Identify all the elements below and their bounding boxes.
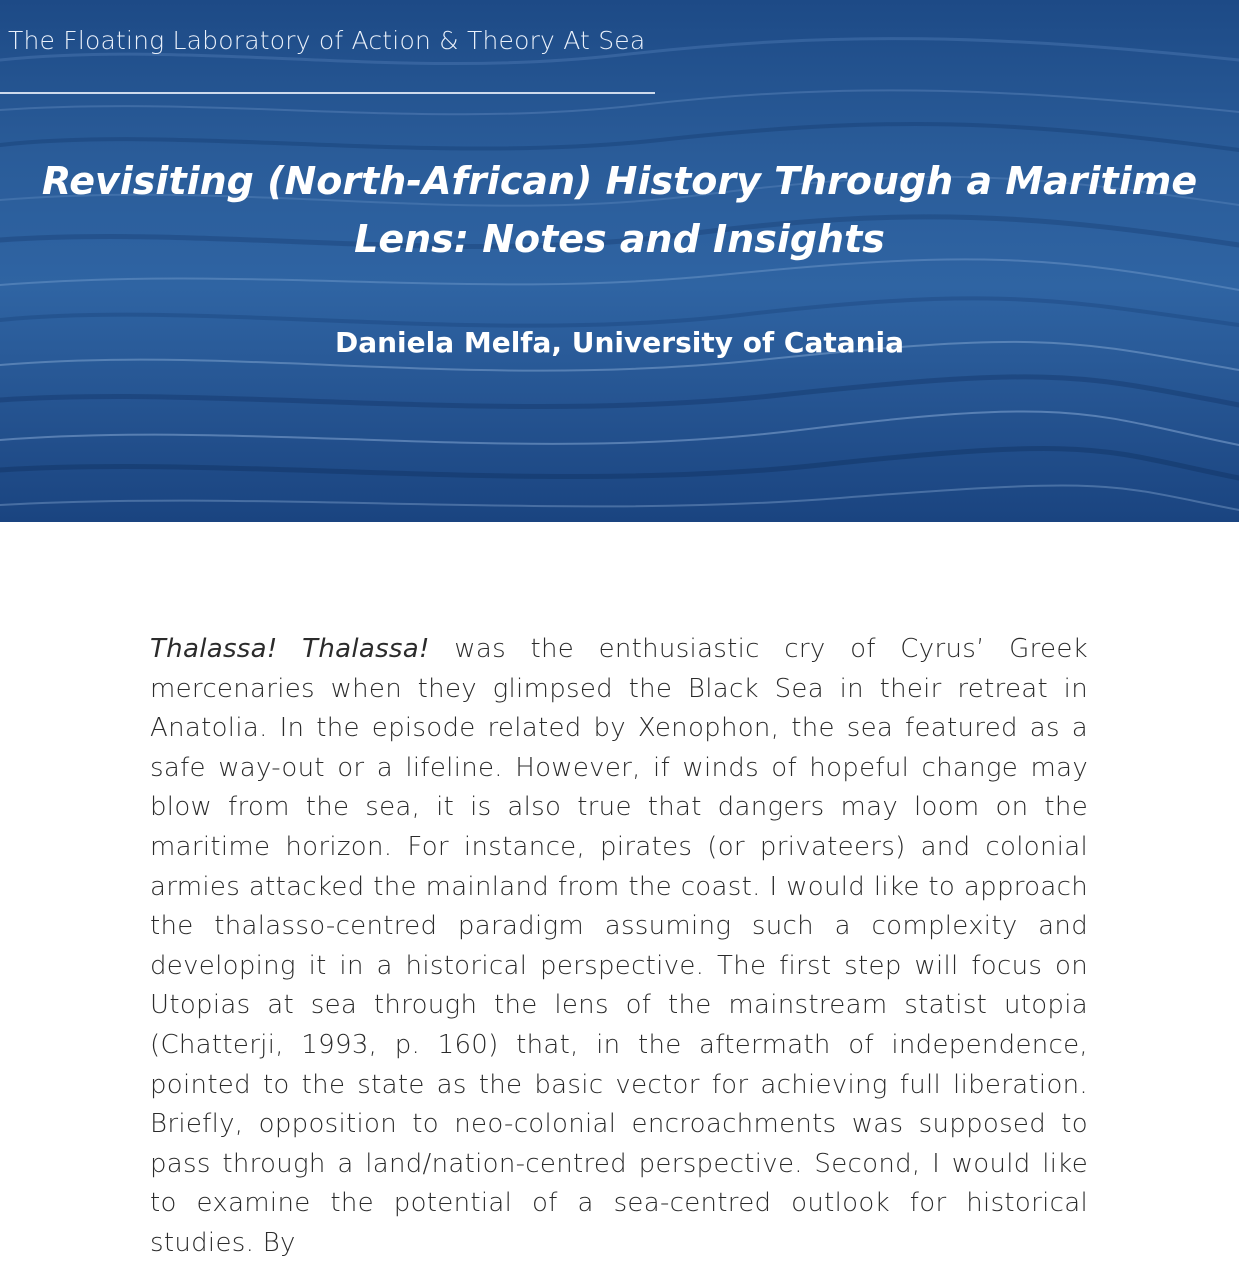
site-title[interactable]: The Floating Laboratory of Action & Theory At Sea — [8, 26, 646, 55]
article-title: Revisiting (North-African) History Through a Maritime Lens: Notes and Insights — [41, 159, 1198, 261]
intro-emphasis: Thalassa! Thalassa! — [150, 634, 430, 664]
title-divider — [0, 92, 655, 94]
article-body-paragraph — [150, 630, 1088, 1264]
article-author: Daniela Melfa, University of Catania — [334, 326, 905, 359]
intro-body-text: was the enthusiastic cry of Cyrus’ Greek mercenaries when they glimpsed the Black Sea in their retreat in Anatolia. In the episode related by Xenophon, the sea featured as a safe way-out or a lifeline. However, if winds of hopeful change may blow from the sea, it is also true that dangers may loom on the maritime horizon. For instance, pirates (or privateers) and colonial armies attacked the mainland from the coast. I would like to approach the thalasso-centred paradigm assuming such a complexity and developing it in a historical perspective. The first step will focus on Utopias at sea through the lens of the mainstream statist utopia (Chatterji, 1993, p. 160) that, in the aftermath of independence, pointed to the state as the basic vector for achieving full liberation. Briefly, opposition to neo-colonial encroachments was supposed to pass through a land/nation-centred perspective. Second, I would like to examine the potential of a sea-centred outlook for historical studies. By — [150, 634, 1088, 1258]
hero-banner — [0, 0, 1239, 522]
